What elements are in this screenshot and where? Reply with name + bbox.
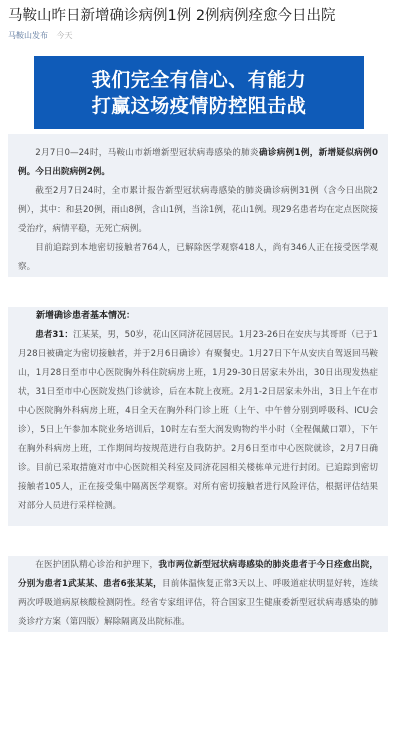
discharge-text-2: 目前体温恢复正常3天以上、呼吸道症状明显好转，连续两次呼吸道病原核酸检测阴性。经省专家组评估，符合国家卫生健康委新型冠状病毒感染的肺炎诊疗方案（第四版）解除隔离及出院标准。 — [18, 579, 378, 627]
discharge-paragraph — [8, 556, 388, 632]
case-section — [8, 307, 388, 526]
article-source-link[interactable]: 马鞍山发布 — [8, 31, 48, 40]
discharge-highlight: 我市两位新型冠状病毒感染的肺炎患者于今日痊愈出院，分别为患者1武某某、患者6张某某， — [18, 560, 378, 589]
banner-line-1: 我们完全有信心、有能力 — [91, 68, 307, 91]
summary-text: 2月7日0—24时，马鞍山市新增新型冠状病毒感染的肺炎 — [35, 148, 259, 158]
cumulative-paragraph: 截至2月7日24时，全市累计报告新型冠状病毒感染的肺炎确诊病例31例（含今日出院2例），其中：和县20例，雨山8例，含山1例，当涂1例，花山1例。现29名患者均在定点医院接受治疗，病情平稳，无死亡病例。 — [18, 186, 378, 234]
stats-section — [8, 134, 388, 277]
discharge-section — [8, 556, 388, 632]
contacts-paragraph: 目前追踪到本地密切接触者764人，已解除医学观察418人，尚有346人正在接受医学观察。 — [18, 243, 378, 272]
section-gap-2 — [8, 526, 388, 556]
case-text: 江某某，男，50岁，花山区同济花园居民。1月23-26日在安庆与其哥哥（已于1月28日被确定为密切接触者，并于2月6日确诊）有聚餐史。1月27日下午从安庆自驾返回马鞍山，1月28日至市中心医院胸外科住院病房上班，1月29-30日居家未外出，30日出现发热症状，31日至市中心医院发热门诊就诊，后在本院上夜班。2月1-2日居家未外出，3日上午在市中心医院胸外科病房上班，4日全天在胸外科门诊上班（上午、中午曾分别到呼吸科、ICU会诊），5日上午参加本院业务培训后，10时左右至大润发购物约半小时（全程佩戴口罩），下午在胸外科病房上班，工作期间均按规范进行自我防护。2月6日至市中心医院就诊，2月7日确诊。目前已采取措施对市中心医院相关科室及同济花园相关楼栋单元进行封闭。已追踪到密切接触者105人，正在接受集中隔离医学观察。对所有密切接触者进行风险评估，根据评估结果对部分人员进行采样检测。 — [18, 330, 379, 511]
case-label: 患者31： — [35, 330, 73, 340]
section-gap — [8, 277, 388, 307]
case-heading: 新增确诊患者基本情况： — [36, 311, 136, 321]
case-bottom-space — [8, 516, 388, 526]
article-title: 马鞍山昨日新增确诊病例1例 2例病例痊愈今日出院 — [8, 8, 336, 24]
case-paragraph — [8, 326, 388, 516]
article-publish-time: 今天 — [56, 31, 73, 40]
summary-highlight: 确诊病例1例，新增疑似病例0例。今日出院病例2例。 — [18, 148, 378, 177]
discharge-text-1: 在医护团队精心诊治和护理下， — [35, 560, 159, 570]
banner-line-2: 打赢这场疫情防控阻击战 — [91, 94, 307, 117]
slogan-banner — [34, 56, 364, 129]
article-body — [8, 134, 388, 632]
article-meta — [0, 26, 400, 44]
summary-paragraph — [8, 134, 388, 182]
